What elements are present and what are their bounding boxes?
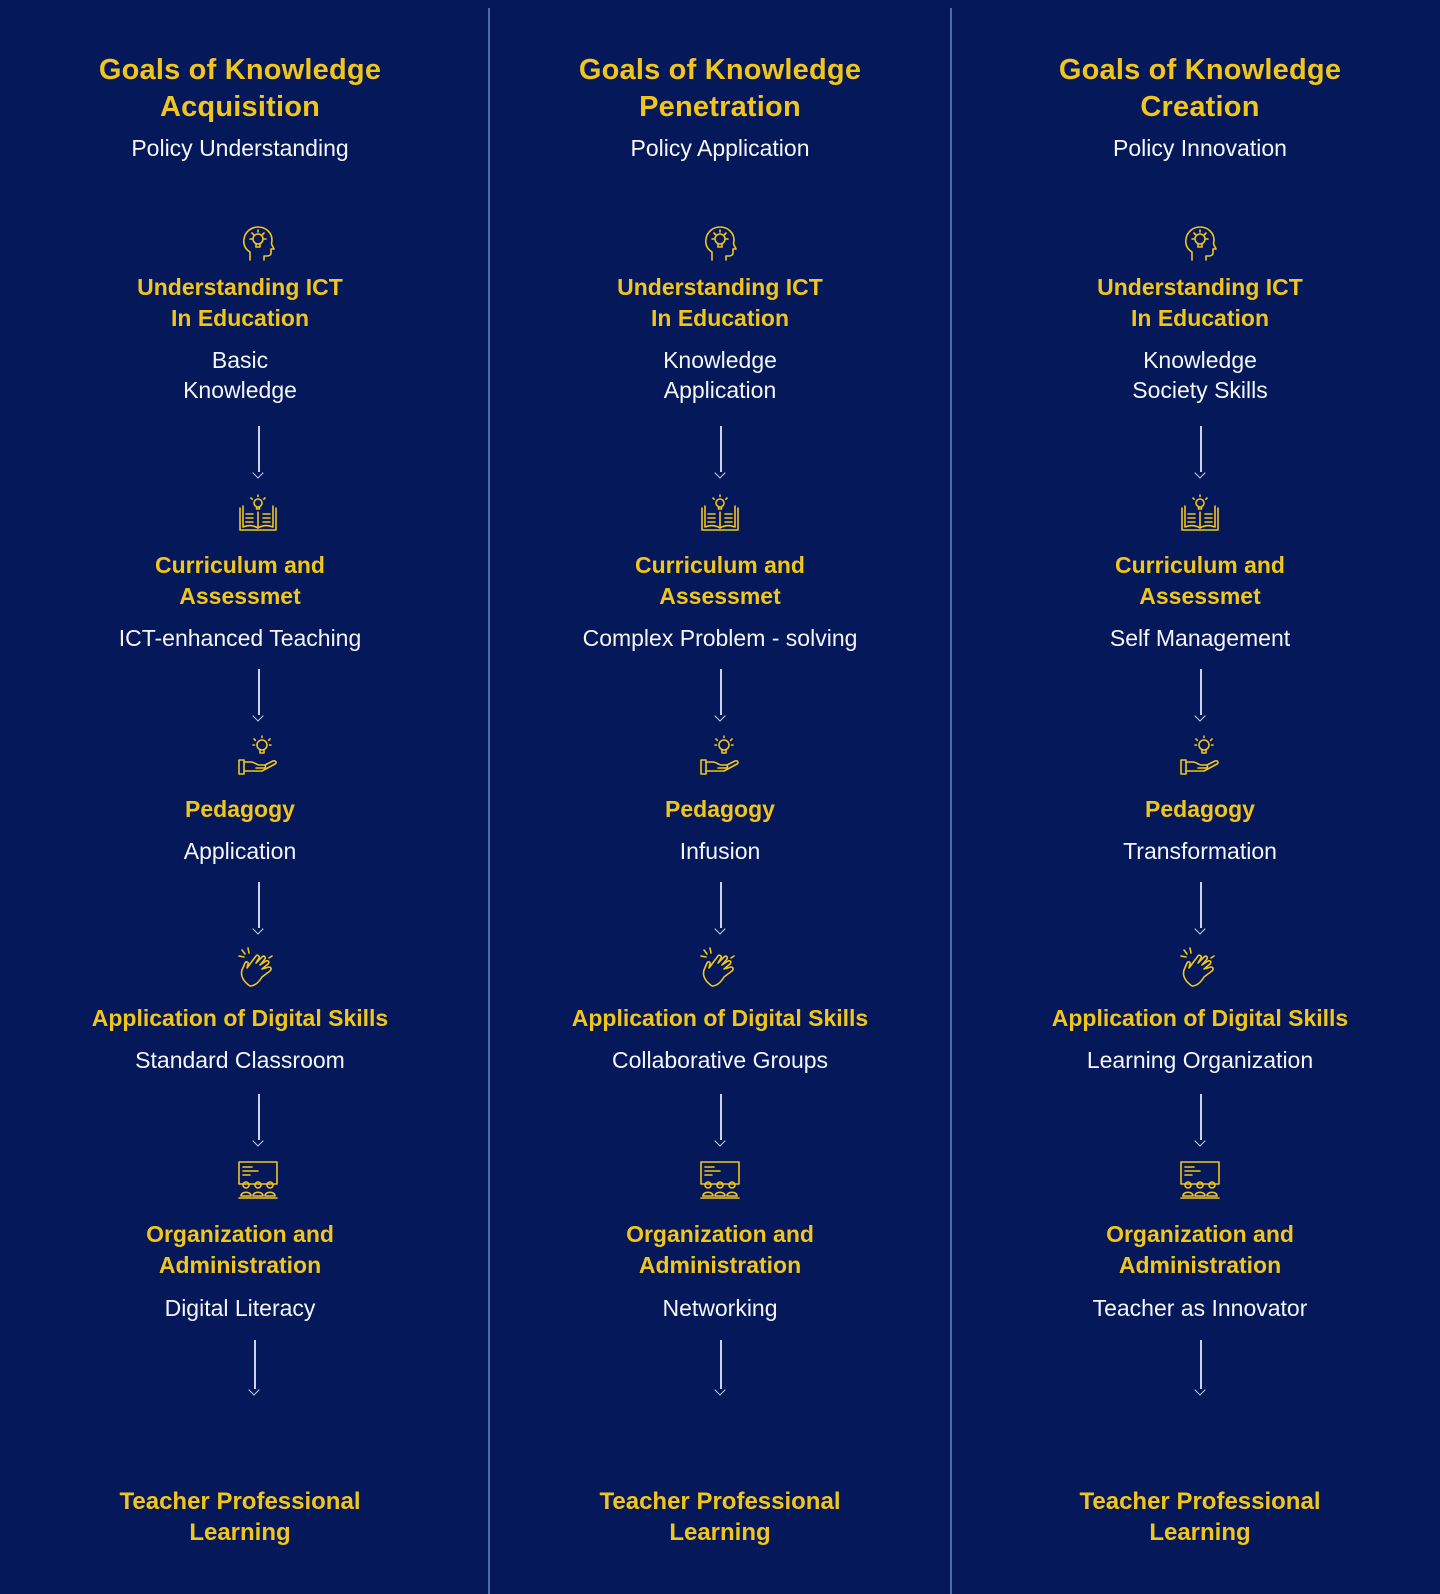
flow-arrow xyxy=(715,669,727,721)
stage-title: Application of Digital Skills xyxy=(571,1005,869,1031)
column-title: Goals of Knowledge Penetration xyxy=(578,54,862,123)
stage-title: Curriculum and Assessmet xyxy=(635,552,805,609)
flow-arrow xyxy=(1195,1340,1207,1395)
stage-title: Application of Digital Skills xyxy=(1051,1005,1349,1031)
head-lightbulb-icon xyxy=(698,222,742,266)
stage-title: Organization and Administration xyxy=(146,1221,334,1278)
stage-description: Learning Organization xyxy=(1086,1047,1314,1073)
snapping-hand-icon xyxy=(236,946,280,990)
flow-arrow xyxy=(253,882,265,934)
snapping-hand-icon xyxy=(1178,946,1222,990)
hand-lightbulb-icon xyxy=(236,734,280,778)
snapping-hand-icon xyxy=(698,946,742,990)
stage-description: Self Management xyxy=(1109,625,1291,651)
stage-description: Basic Knowledge xyxy=(183,347,297,403)
stage-title: Organization and Administration xyxy=(1106,1221,1294,1278)
book-lightbulb-icon xyxy=(236,492,280,536)
flow-arrow xyxy=(253,669,265,721)
column-divider xyxy=(950,8,952,1594)
column-subtitle: Policy Understanding xyxy=(131,135,349,161)
stage-description: ICT-enhanced Teaching xyxy=(118,625,362,651)
column-knowledge-creation xyxy=(960,0,1440,1594)
flow-arrow xyxy=(253,426,265,478)
flow-arrow xyxy=(715,1340,727,1395)
stage-title: Organization and Administration xyxy=(626,1221,814,1278)
hand-lightbulb-icon xyxy=(698,734,742,778)
stage-description: Application xyxy=(183,838,297,864)
flow-arrow xyxy=(715,426,727,478)
book-lightbulb-icon xyxy=(698,492,742,536)
stage-title: Curriculum and Assessmet xyxy=(155,552,325,609)
flow-arrow xyxy=(715,882,727,934)
stage-description: Teacher as Innovator xyxy=(1092,1295,1308,1321)
classroom-board-icon xyxy=(1178,1158,1222,1202)
classroom-board-icon xyxy=(236,1158,280,1202)
flow-arrow xyxy=(1195,426,1207,478)
stage-description: Knowledge Application xyxy=(663,347,777,403)
column-subtitle: Policy Application xyxy=(630,135,810,161)
stage-title: Pedagogy xyxy=(1145,796,1255,822)
flow-arrow xyxy=(1195,1094,1207,1146)
column-title: Goals of Knowledge Acquisition xyxy=(98,54,382,123)
stage-title: Understanding ICT In Education xyxy=(617,274,823,331)
stage-title: Curriculum and Assessmet xyxy=(1115,552,1285,609)
stage-title: Understanding ICT In Education xyxy=(1097,274,1303,331)
stage-title: Application of Digital Skills xyxy=(91,1005,389,1031)
column-footer: Teacher Professional Learning xyxy=(1079,1488,1321,1546)
column-knowledge-acquisition xyxy=(0,0,480,1594)
stage-description: Standard Classroom xyxy=(135,1047,345,1073)
flow-arrow xyxy=(1195,669,1207,721)
column-title: Goals of Knowledge Creation xyxy=(1058,54,1342,123)
stage-description: Knowledge Society Skills xyxy=(1132,347,1268,403)
stage-description: Complex Problem - solving xyxy=(582,625,858,651)
flow-arrow xyxy=(1195,882,1207,934)
head-lightbulb-icon xyxy=(1178,222,1222,266)
hand-lightbulb-icon xyxy=(1178,734,1222,778)
column-footer: Teacher Professional Learning xyxy=(599,1488,841,1546)
classroom-board-icon xyxy=(698,1158,742,1202)
stage-title: Pedagogy xyxy=(185,796,295,822)
flow-arrow xyxy=(715,1094,727,1146)
stage-description: Transformation xyxy=(1123,838,1277,864)
book-lightbulb-icon xyxy=(1178,492,1222,536)
flow-arrow xyxy=(253,1094,265,1146)
stage-title: Understanding ICT In Education xyxy=(137,274,343,331)
stage-description: Digital Literacy xyxy=(164,1295,316,1321)
column-footer: Teacher Professional Learning xyxy=(119,1488,361,1546)
stage-description: Collaborative Groups xyxy=(611,1047,829,1073)
stage-title: Pedagogy xyxy=(665,796,775,822)
head-lightbulb-icon xyxy=(236,222,280,266)
stage-description: Infusion xyxy=(679,838,761,864)
column-subtitle: Policy Innovation xyxy=(1113,135,1287,161)
column-knowledge-penetration xyxy=(480,0,960,1594)
stage-description: Networking xyxy=(662,1295,778,1321)
flow-arrow xyxy=(249,1340,261,1395)
